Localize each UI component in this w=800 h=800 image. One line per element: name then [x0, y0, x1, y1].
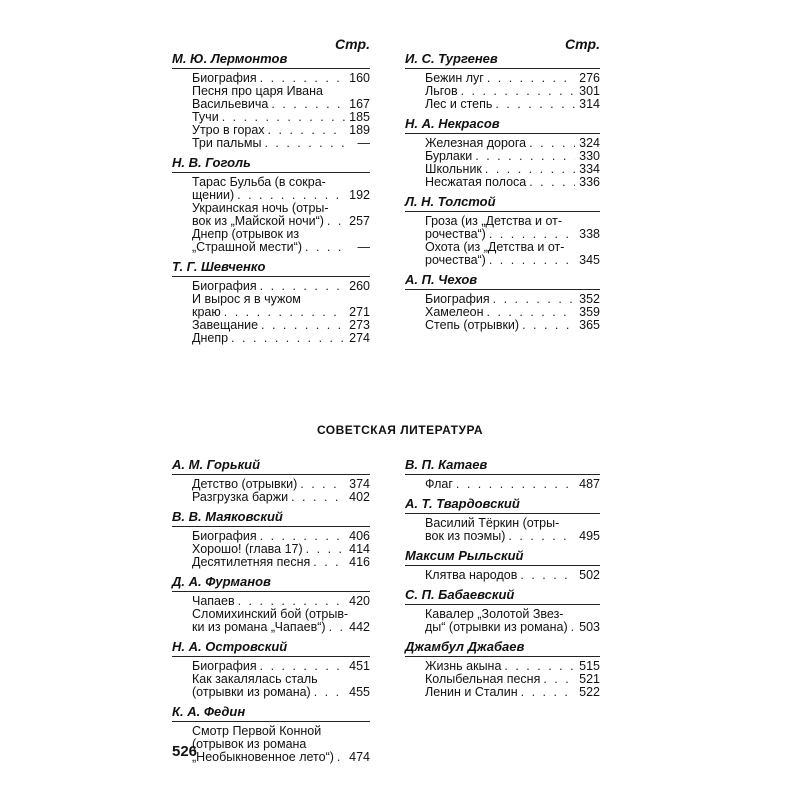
author-heading: К. А. Федин — [172, 705, 370, 722]
dot-leader — [456, 478, 575, 491]
toc-column-top-right — [405, 36, 600, 332]
toc-entry-title: Хорошо! (глава 17) — [192, 542, 303, 556]
page-number: 526 — [172, 743, 198, 760]
toc-entry[interactable] — [172, 85, 370, 111]
toc-entry-page: — — [357, 136, 370, 150]
author-heading: Джамбул Джабаев — [405, 640, 600, 657]
toc-entry-line — [192, 332, 370, 345]
toc-entry-title: Школьник — [425, 162, 482, 176]
toc-entry[interactable] — [405, 176, 600, 189]
author-heading: В. В. Маяковский — [172, 510, 370, 527]
author-heading: И. С. Тургенев — [405, 52, 600, 69]
toc-entry-title: Три пальмы — [192, 136, 262, 150]
toc-entry-page: 271 — [349, 305, 370, 319]
toc-entry-page: 185 — [349, 110, 370, 124]
toc-entry-title: Бурлаки — [425, 149, 473, 163]
dot-leader — [231, 332, 345, 345]
dot-leader — [529, 137, 575, 150]
dot-leader — [493, 293, 575, 306]
page-column-label: Стр. — [565, 36, 600, 52]
toc-entry-page: 276 — [579, 71, 600, 85]
toc-entry-line — [425, 569, 600, 582]
toc-entry-title: Хамелеон — [425, 305, 484, 319]
toc-entry-page: 495 — [579, 529, 600, 543]
toc-entry-title: (отрывок из романа — [192, 737, 307, 751]
toc-entry-page: 189 — [349, 123, 370, 137]
toc-entry[interactable] — [405, 478, 600, 491]
dot-leader — [305, 241, 345, 254]
toc-entry-page: 160 — [349, 71, 370, 85]
toc-entry-title: Утро в горах — [192, 123, 265, 137]
toc-entry-page: 192 — [349, 188, 370, 202]
toc-entry-page: 420 — [349, 594, 370, 608]
toc-entry[interactable] — [172, 137, 370, 150]
dot-leader — [271, 98, 345, 111]
toc-entry-line — [425, 319, 600, 332]
toc-entry-page: 406 — [349, 529, 370, 543]
toc-entry-title: Льгов — [425, 84, 458, 98]
author-heading: А. М. Горький — [172, 458, 370, 475]
toc-entry-page: 330 — [579, 149, 600, 163]
toc-entry-page: 414 — [349, 542, 370, 556]
toc-entry-page: 515 — [579, 659, 600, 673]
toc-entry-title: Смотр Первой Конной — [192, 724, 322, 738]
toc-entry-page: 359 — [579, 305, 600, 319]
author-heading: С. П. Бабаевский — [405, 588, 600, 605]
toc-entry-title: Охота (из „Детства и от- — [425, 240, 565, 254]
toc-entry[interactable] — [172, 556, 370, 569]
toc-entry-title: Степь (отрывки) — [425, 318, 520, 332]
toc-entry-line — [425, 478, 600, 491]
toc-entry-page: 314 — [579, 97, 600, 111]
toc-entry-title: (отрывки из романа) — [192, 685, 311, 699]
toc-entry-title: Биография — [192, 279, 257, 293]
toc-entry-title: „Необыкновенное лето“) — [192, 750, 334, 764]
toc-entry-title: Гроза (из „Детства и от- — [425, 214, 563, 228]
toc-entry-page: 167 — [349, 97, 370, 111]
toc-entry-page: 274 — [349, 331, 370, 345]
toc-entry-page: 474 — [349, 750, 370, 764]
toc-entry-line — [425, 98, 600, 111]
toc-entry-page: 352 — [579, 292, 600, 306]
author-heading: Максим Рыльский — [405, 549, 600, 566]
dot-leader — [268, 124, 345, 137]
toc-entry-line — [192, 491, 370, 504]
toc-entry[interactable] — [172, 202, 370, 228]
toc-entry-title: Ленин и Сталин — [425, 685, 518, 699]
dot-leader — [489, 254, 575, 267]
toc-entry-title: Железная дорога — [425, 136, 527, 150]
toc-entry-title: Васильевича — [192, 97, 269, 111]
toc-entry-title: Колыбельная песня — [425, 672, 541, 686]
dot-leader — [261, 319, 345, 332]
author-heading: Н. А. Некрасов — [405, 117, 600, 134]
toc-entry[interactable] — [172, 228, 370, 254]
toc-entry-title: Песня про царя Ивана — [192, 84, 323, 98]
toc-entry-title: ки из романа „Чапаев“) — [192, 620, 326, 634]
toc-entry-title: ды“ (отрывки из романа) — [425, 620, 568, 634]
toc-entry-page: — — [357, 240, 370, 254]
toc-entry-line — [192, 556, 370, 569]
toc-entry-line — [192, 621, 370, 634]
toc-entry-page: 324 — [579, 136, 600, 150]
toc-entry-line — [425, 530, 600, 543]
toc-column-top-left — [172, 36, 370, 345]
toc-entry-title: вок из „Майской ночи“) — [192, 214, 324, 228]
dot-leader — [314, 686, 345, 699]
toc-entry-title: Тучи — [192, 110, 219, 124]
dot-leader — [291, 491, 345, 504]
toc-entry[interactable] — [172, 725, 370, 764]
author-heading: Н. А. Островский — [172, 640, 370, 657]
toc-entry-title: „Страшной мести“) — [192, 240, 302, 254]
toc-entry-line — [192, 751, 370, 764]
toc-entry-title: Флаг — [425, 477, 453, 491]
toc-entry-title: Чапаев — [192, 594, 235, 608]
author-heading: А. П. Чехов — [405, 273, 600, 290]
dot-leader — [487, 72, 575, 85]
toc-entry-page: 521 — [579, 672, 600, 686]
toc-entry[interactable] — [405, 215, 600, 241]
toc-entry-page: 273 — [349, 318, 370, 332]
dot-leader — [495, 98, 575, 111]
toc-entry-title: Разгрузка баржи — [192, 490, 289, 504]
toc-entry-page: 442 — [349, 620, 370, 634]
toc-entry-line — [425, 254, 600, 267]
toc-entry-page: 522 — [579, 685, 600, 699]
toc-entry[interactable] — [405, 517, 600, 543]
author-heading: Л. Н. Толстой — [405, 195, 600, 212]
toc-entry-title: Как закалялась сталь — [192, 672, 318, 686]
toc-entry-title: Завещание — [192, 318, 259, 332]
toc-entry-title: Биография — [192, 529, 257, 543]
toc-entry-title: Кавалер „Золотой Звез- — [425, 607, 564, 621]
toc-entry[interactable] — [405, 608, 600, 634]
toc-entry-line — [192, 241, 370, 254]
toc-entry-page: 502 — [579, 568, 600, 582]
toc-entry-page: 260 — [349, 279, 370, 293]
author-heading: А. Т. Твардовский — [405, 497, 600, 514]
toc-entry-title: Бежин луг — [425, 71, 484, 85]
toc-entry[interactable] — [405, 98, 600, 111]
dot-leader — [306, 543, 345, 556]
toc-entry-line — [425, 176, 600, 189]
toc-entry-page: 301 — [579, 84, 600, 98]
toc-entry[interactable] — [172, 176, 370, 202]
section-title: СОВЕТСКАЯ ЛИТЕРАТУРА — [316, 423, 484, 437]
toc-entry-title: Биография — [425, 292, 490, 306]
toc-entry[interactable] — [172, 293, 370, 319]
toc-entry-page: 257 — [349, 214, 370, 228]
toc-entry-title: Биография — [192, 659, 257, 673]
toc-entry-page: 374 — [349, 477, 370, 491]
dot-leader — [522, 319, 575, 332]
toc-entry-title: Жизнь акына — [425, 659, 502, 673]
dot-leader — [571, 621, 575, 634]
toc-entry-title: краю — [192, 305, 221, 319]
toc-entry[interactable] — [172, 608, 370, 634]
toc-entry-title: вок из поэмы) — [425, 529, 506, 543]
toc-entry[interactable] — [172, 673, 370, 699]
toc-entry-title: И вырос я в чужом — [192, 292, 301, 306]
dot-leader — [521, 686, 575, 699]
toc-entry-page: 487 — [579, 477, 600, 491]
toc-entry-title: Лес и степь — [425, 97, 493, 111]
toc-column-bottom-right — [405, 458, 600, 699]
dot-leader — [327, 215, 345, 228]
toc-entry-line — [192, 137, 370, 150]
dot-leader — [337, 751, 345, 764]
toc-entry-page: 334 — [579, 162, 600, 176]
toc-entry-page: 338 — [579, 227, 600, 241]
author-heading: В. П. Катаев — [405, 458, 600, 475]
dot-leader — [300, 478, 345, 491]
dot-leader — [543, 673, 575, 686]
toc-entry-title: Клятва народов — [425, 568, 518, 582]
author-heading: Т. Г. Шевченко — [172, 260, 370, 277]
toc-entry-title: Тарас Бульба (в сокра- — [192, 175, 326, 189]
author-heading: М. Ю. Лермонтов — [172, 52, 370, 69]
toc-entry[interactable] — [172, 332, 370, 345]
toc-entry-title: рочества“) — [425, 227, 486, 241]
toc-column-bottom-left — [172, 458, 370, 764]
toc-entry-line — [425, 686, 600, 699]
toc-entry-title: щении) — [192, 188, 235, 202]
toc-entry-page: 336 — [579, 175, 600, 189]
toc-entry-title: Украинская ночь (отры- — [192, 201, 329, 215]
author-heading: Д. А. Фурманов — [172, 575, 370, 592]
toc-entry-title: Сломихинский бой (отрыв- — [192, 607, 349, 621]
toc-entry-title: рочества“) — [425, 253, 486, 267]
toc-entry-page: 402 — [349, 490, 370, 504]
toc-entry[interactable] — [405, 319, 600, 332]
toc-entry-title: Несжатая полоса — [425, 175, 527, 189]
toc-entry-line — [425, 621, 600, 634]
page-column-label: Стр. — [335, 36, 370, 52]
toc-entry[interactable] — [405, 686, 600, 699]
toc-entry-page: 416 — [349, 555, 370, 569]
toc-entry-title: Десятилетняя песня — [192, 555, 311, 569]
dot-leader — [329, 621, 345, 634]
toc-entry-page: 451 — [349, 659, 370, 673]
toc-entry-page: 365 — [579, 318, 600, 332]
toc-entry-title: Василий Тёркин (отры- — [425, 516, 560, 530]
dot-leader — [508, 530, 575, 543]
toc-entry[interactable] — [405, 569, 600, 582]
dot-leader — [529, 176, 575, 189]
toc-entry[interactable] — [405, 241, 600, 267]
dot-leader — [313, 556, 345, 569]
toc-entry-title: Детство (отрывки) — [192, 477, 298, 491]
toc-entry-page: 345 — [579, 253, 600, 267]
toc-entry-title: Биография — [192, 71, 257, 85]
toc-entry-title: Днепр (отрывок из — [192, 227, 300, 241]
toc-entry-title: Днепр — [192, 331, 229, 345]
toc-entry-page: 455 — [349, 685, 370, 699]
toc-entry-line — [192, 686, 370, 699]
dot-leader — [264, 137, 345, 150]
toc-entry-page: 503 — [579, 620, 600, 634]
toc-entry[interactable] — [172, 491, 370, 504]
dot-leader — [520, 569, 575, 582]
author-heading: Н. В. Гоголь — [172, 156, 370, 173]
dot-leader — [475, 150, 575, 163]
